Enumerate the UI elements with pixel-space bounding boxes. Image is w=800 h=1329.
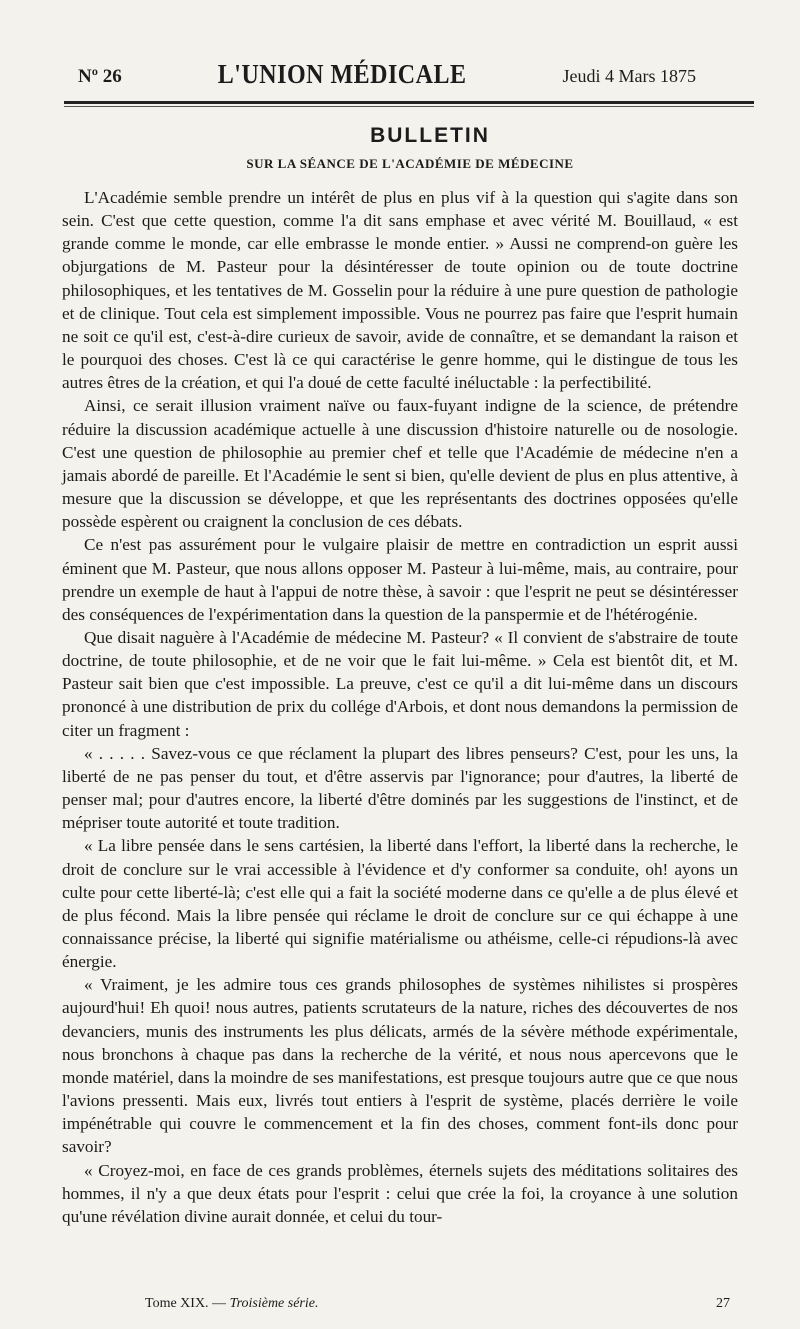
paragraph: « Vraiment, je les admire tous ces grands philosophes de systèmes nihilistes si prospères aujourd'hui! Eh quoi! nous autres, patients scrutateurs de la nature, riches des découvertes de nos devanciers, munis des instruments les plus délicats, armés de la sévère méthode expérimentale, nous bronchons à chaque pas dans la recherche de la vérité, et nous nous apercevons que le monde matériel, dans la moindre de ses manifestations, est presque toujours autre que ce que nous l'avions pressenti. Mais eux, livrés tout entiers à l'esprit de système, placés derrière le voile impénétrable qui couvre le commencement et la fin des choses, comment font-ils donc pour savoir?: [62, 975, 738, 1157]
issue-number: Nº 26: [78, 66, 122, 87]
page-header: [78, 59, 696, 94]
header-rule: [64, 101, 754, 104]
footer-series: Troisième série.: [229, 1296, 319, 1311]
article-body: [62, 186, 738, 1228]
issue-date: Jeudi 4 Mars 1875: [562, 66, 696, 86]
journal-title: L'UNION MÉDICALE: [217, 59, 467, 90]
paragraph: Ainsi, ce serait illusion vraiment naïve ou faux-fuyant indigne de la science, de prétendre réduire la discussion académique actuelle à une discussion d'histoire naturelle ou de nosologie. C'est une question de philosophie au premier chef et telle que l'Académie de médecine n'en a jamais abordé de pareille. Et l'Académie le sent si bien, qu'elle devient de plus en plus attentive, à mesure que la discussion se développe, et que les représentants des doctrines opposées qu'elle possède espèrent ou craignent la conclusion de ces débats.: [62, 396, 738, 532]
paragraph: Que disait naguère à l'Académie de médecine M. Pasteur? « Il convient de s'abstraire de toute doctrine, de toute philosophie, et de ne voir que le fait lui-même. » Cela est bientôt dit, et M. Pasteur sait bien que c'est impossible. La preuve, c'est ce qu'il a dit lui-même dans un discours prononcé à une distribution de prix du collége d'Arbois, et dont nous demandons la permission de citer un fragment :: [62, 627, 738, 740]
section-title: BULLETIN: [370, 124, 490, 147]
page-number: 27: [716, 1296, 730, 1311]
page-footer: [145, 1296, 730, 1312]
footer-volume: [145, 1296, 318, 1312]
paragraph: « La libre pensée dans le sens cartésien, la liberté dans l'effort, la liberté dans la recherche, le droit de conclure sur le vrai accessible à l'évidence et d'y conformer sa conduite, oh! ayons un culte pour cette liberté-là; c'est elle qui a fait la société moderne dans ce qu'elle a de plus élevé et de plus fécond. Mais la libre pensée qui réclame le droit de conclure sur ce qui échappe à une connaissance précise, la liberté qui signifie matérialisme ou athéisme, celle-ci répudions-là avec énergie.: [62, 836, 738, 972]
section-subtitle: SUR LA SÉANCE DE L'ACADÉMIE DE MÉDECINE: [246, 156, 574, 171]
paragraph: L'Académie semble prendre un intérêt de plus en plus vif à la question qui s'agite dans son sein. C'est que cette question, comme l'a dit sans emphase et avec vérité M. Bouillaud, « est grande comme le monde, car elle embrasse le monde entier. » Aussi ne comprend-on guère les objurgations de M. Pasteur pour la désintéresser de toute opinion ou de toute doctrine philosophiques, et les tentatives de M. Gosselin pour la réduire à une pure question de pathologie et de clinique. Tout cela est simplement impossible. Vous ne pourrez pas faire que l'esprit humain ne soit ce qu'il est, c'est-à-dire curieux de savoir, avide de connaître, et se demandant la raison et le pourquoi des choses. C'est là ce qui caractérise le genre homme, qui le distingue de tous les autres êtres de la création, et qui l'a doué de cette faculté inéluctable : la perfectibilité.: [62, 188, 738, 393]
header-rule-thin: [64, 106, 754, 107]
paragraph: Ce n'est pas assurément pour le vulgaire plaisir de mettre en contradiction un esprit aussi éminent que M. Pasteur, que nous allons opposer M. Pasteur à lui-même, mais, au contraire, pour prendre un exemple de haut à l'appui de notre thèse, à savoir : que l'esprit ne peut se désintéresser des conséquences de l'expérimentation dans la question de la panspermie et de l'hétérogénie.: [62, 535, 738, 624]
paragraph: « . . . . . Savez-vous ce que réclament la plupart des libres penseurs? C'est, pour les uns, la liberté de ne pas penser du tout, et d'être asservis par l'ignorance; pour d'autres, la liberté de penser mal; pour d'autres encore, la liberté d'être dominés par les suggestions de l'instinct, et de mépriser toute autorité et toute tradition.: [62, 743, 738, 833]
footer-tome: Tome XIX. —: [145, 1296, 227, 1311]
paragraph: « Croyez-moi, en face de ces grands problèmes, éternels sujets des méditations solitaires des hommes, il n'y a que deux états pour l'esprit : celui que crée la foi, la croyance à une solution qu'une révélation divine aurait donnée, et celui du tour-: [62, 1160, 738, 1226]
